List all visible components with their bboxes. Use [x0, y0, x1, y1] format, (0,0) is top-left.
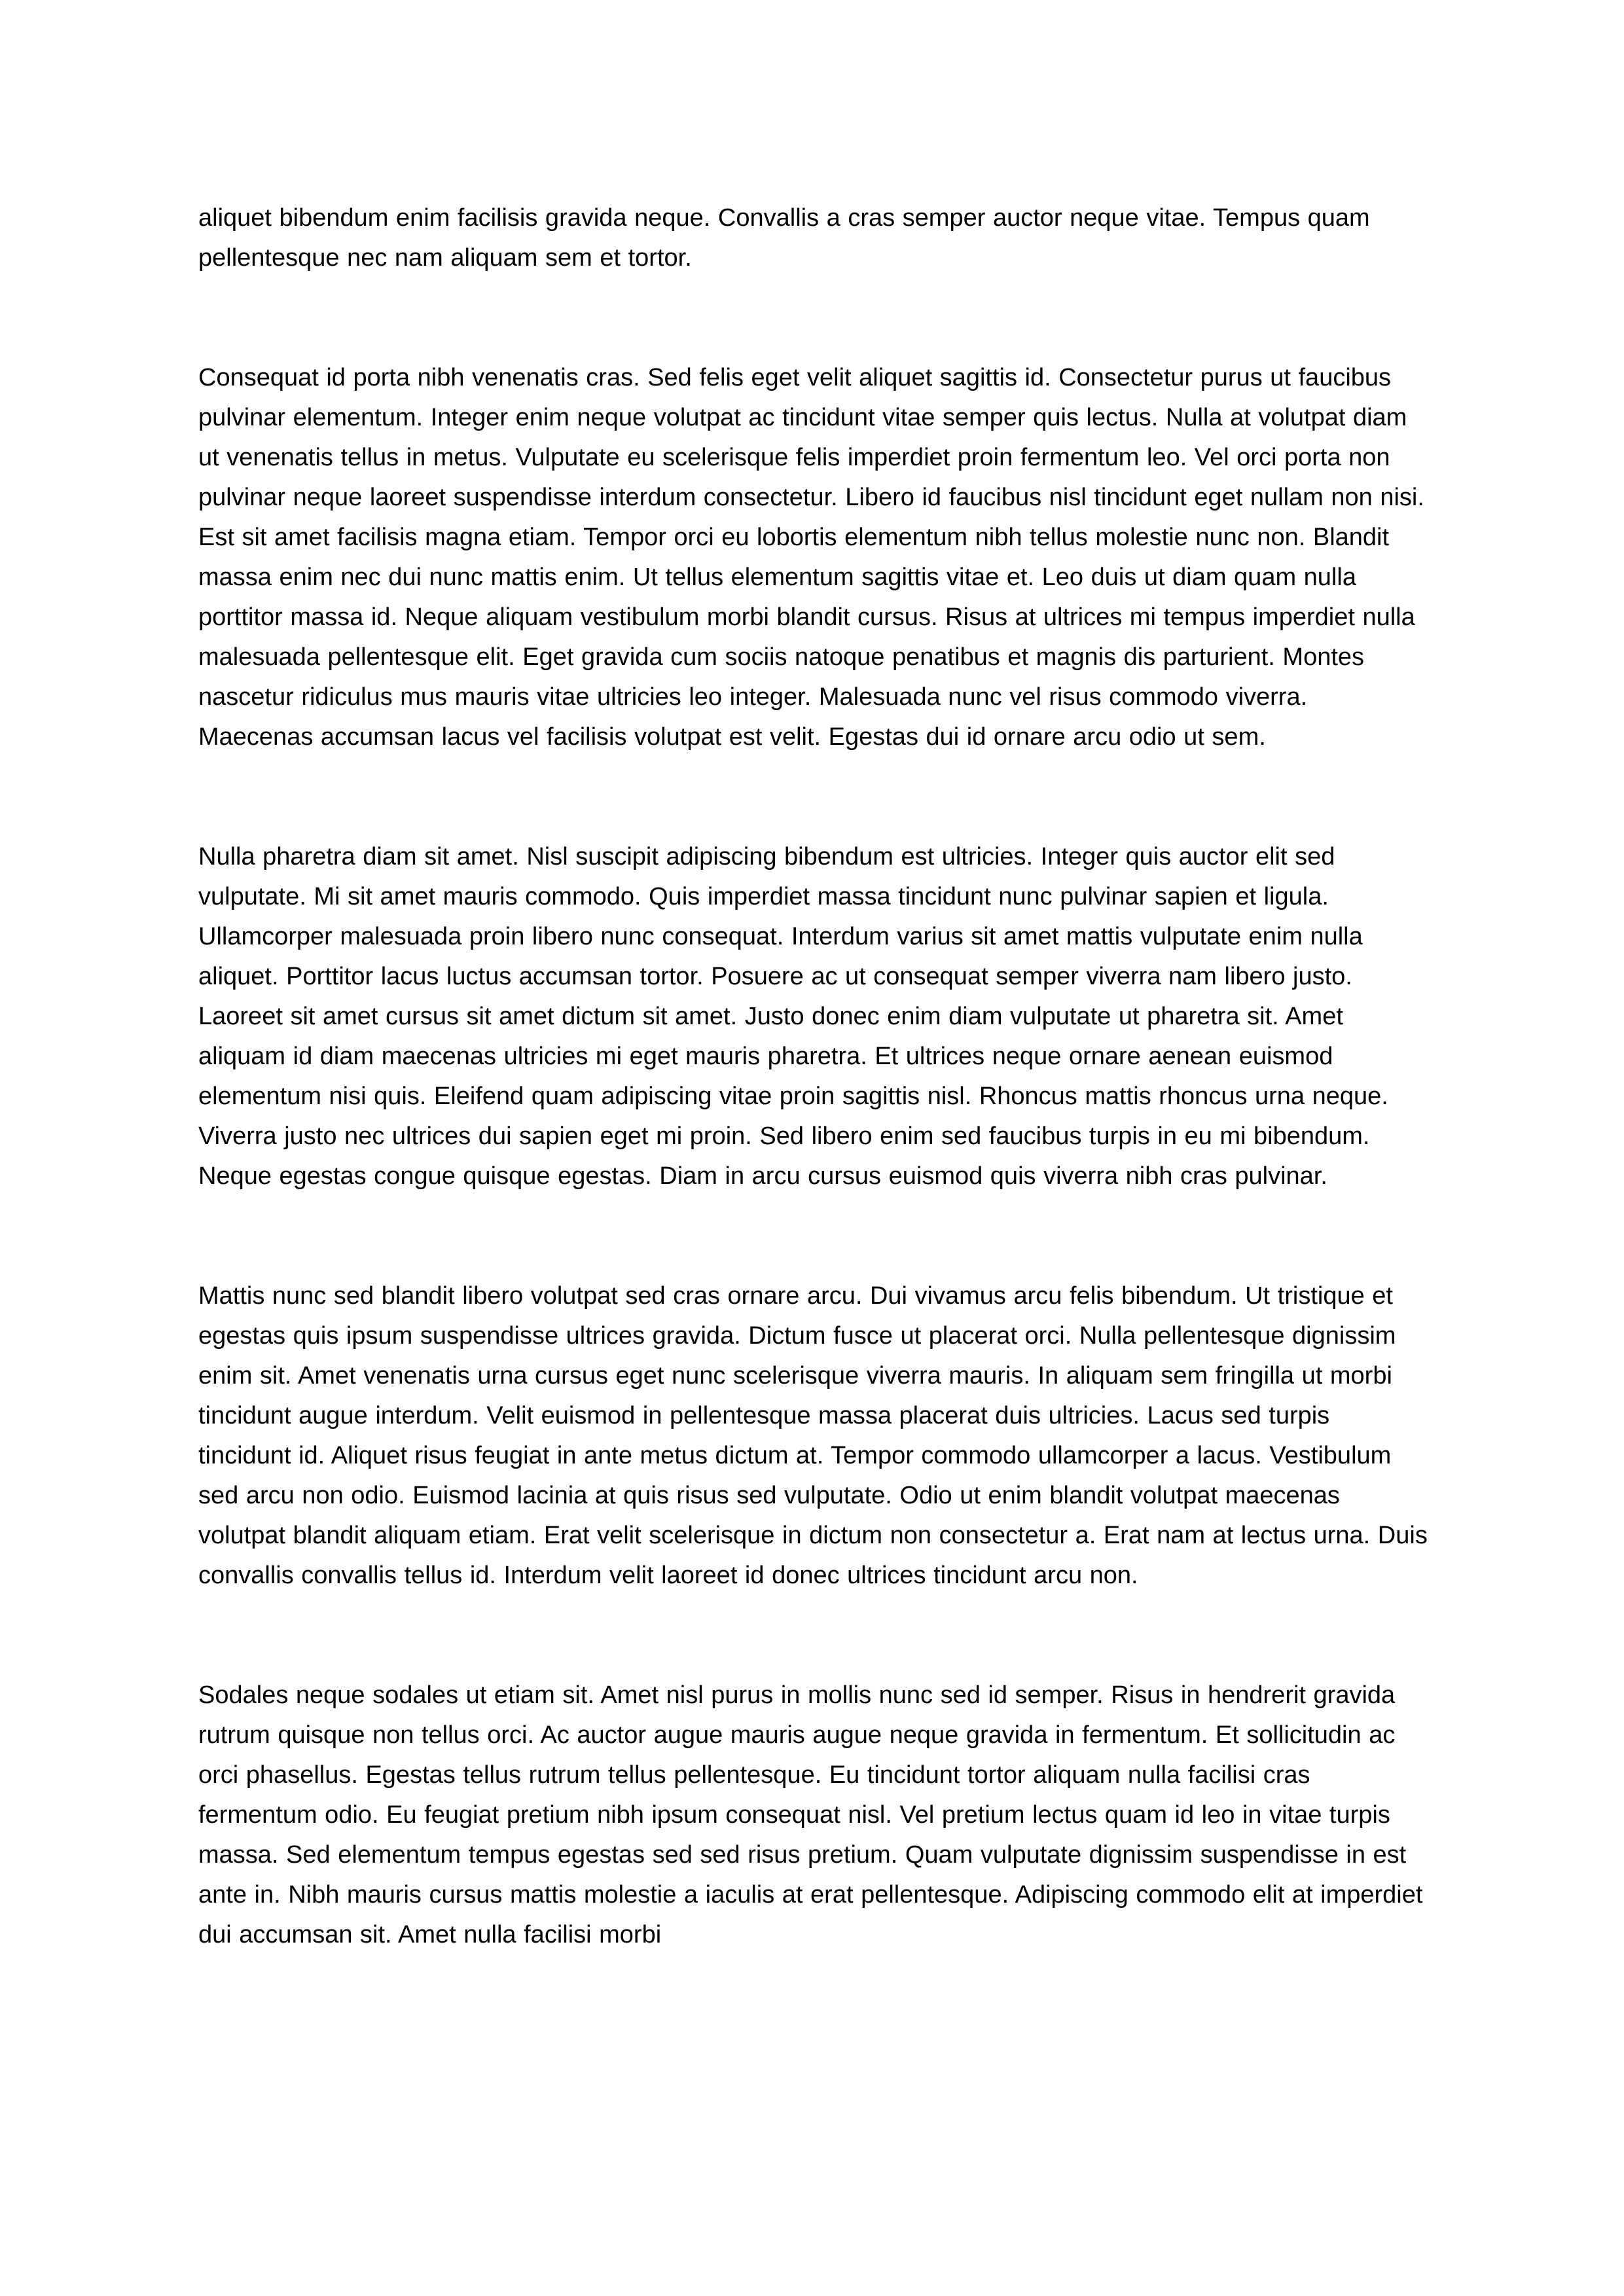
- paragraph-4: Mattis nunc sed blandit libero volutpat sed cras ornare arcu. Dui vivamus arcu felis bibendum. Ut tristique et egestas quis ipsum suspendisse ultrices gravida. Dictum fusce ut placerat orci. Nulla pellentesque dignissim enim sit. Amet venenatis urna cursus eget nunc scelerisque viverra mauris. In aliquam sem fringilla ut morbi tincidunt augue interdum. Velit euismod in pellentesque massa placerat duis ultricies. Lacus sed turpis tincidunt id. Aliquet risus feugiat in ante metus dictum at. Tempor commodo ullamcorper a lacus. Vestibulum sed arcu non odio. Euismod lacinia at quis risus sed vulputate. Odio ut enim blandit volutpat maecenas volutpat blandit aliquam etiam. Erat velit scelerisque in dictum non consectetur a. Erat nam at lectus urna. Duis convallis convallis tellus id. Interdum velit laoreet id donec ultrices tincidunt arcu non.: [198, 1282, 1428, 1589]
- paragraph-2: Consequat id porta nibh venenatis cras. Sed felis eget velit aliquet sagittis id. Consectetur purus ut faucibus pulvinar elementum. Integer enim neque volutpat ac tincidunt vitae semper quis lectus. Nulla at volutpat diam ut venenatis tellus in metus. Vulputate eu scelerisque felis imperdiet proin fermentum leo. Vel orci porta non pulvinar neque laoreet suspendisse interdum consectetur. Libero id faucibus nisl tincidunt eget nullam non nisi. Est sit amet facilisis magna etiam. Tempor orci eu lobortis elementum nibh tellus molestie nunc non. Blandit massa enim nec dui nunc mattis enim. Ut tellus elementum sagittis vitae et. Leo duis ut diam quam nulla porttitor massa id. Neque aliquam vestibulum morbi blandit cursus. Risus at ultrices mi tempus imperdiet nulla malesuada pellentesque elit. Eget gravida cum sociis natoque penatibus et magnis dis parturient. Montes nascetur ridiculus mus mauris vitae ultricies leo integer. Malesuada nunc vel risus commodo viverra. Maecenas accumsan lacus vel facilisis volutpat est velit. Egestas dui id ornare arcu odio ut sem.: [198, 364, 1424, 751]
- document-body: [198, 198, 1428, 1955]
- paragraph-1: aliquet bibendum enim facilisis gravida neque. Convallis a cras semper auctor neque vitae. Tempus quam pellentesque nec nam aliquam sem et tortor.: [198, 204, 1370, 272]
- paragraph-3: Nulla pharetra diam sit amet. Nisl suscipit adipiscing bibendum est ultricies. Integer quis auctor elit sed vulputate. Mi sit amet mauris commodo. Quis imperdiet massa tincidunt nunc pulvinar sapien et ligula. Ullamcorper malesuada proin libero nunc consequat. Interdum varius sit amet mattis vulputate enim nulla aliquet. Porttitor lacus luctus accumsan tortor. Posuere ac ut consequat semper viverra nam libero justo. Laoreet sit amet cursus sit amet dictum sit amet. Justo donec enim diam vulputate ut pharetra sit. Amet aliquam id diam maecenas ultricies mi eget mauris pharetra. Et ultrices neque ornare aenean euismod elementum nisi quis. Eleifend quam adipiscing vitae proin sagittis nisl. Rhoncus mattis rhoncus urna neque. Viverra justo nec ultrices dui sapien eget mi proin. Sed libero enim sed faucibus turpis in eu mi bibendum. Neque egestas congue quisque egestas. Diam in arcu cursus euismod quis viverra nibh cras pulvinar.: [198, 843, 1388, 1190]
- paragraph-5: Sodales neque sodales ut etiam sit. Amet nisl purus in mollis nunc sed id semper. Risus in hendrerit gravida rutrum quisque non tellus orci. Ac auctor augue mauris augue neque gravida in fermentum. Et sollicitudin ac orci phasellus. Egestas tellus rutrum tellus pellentesque. Eu tincidunt tortor aliquam nulla facilisi cras fermentum odio. Eu feugiat pretium nibh ipsum consequat nisl. Vel pretium lectus quam id leo in vitae turpis massa. Sed elementum tempus egestas sed sed risus pretium. Quam vulputate dignissim suspendisse in est ante in. Nibh mauris cursus mattis molestie a iaculis at erat pellentesque. Adipiscing commodo elit at imperdiet dui accumsan sit. Amet nulla facilisi morbi: [198, 1681, 1423, 1948]
